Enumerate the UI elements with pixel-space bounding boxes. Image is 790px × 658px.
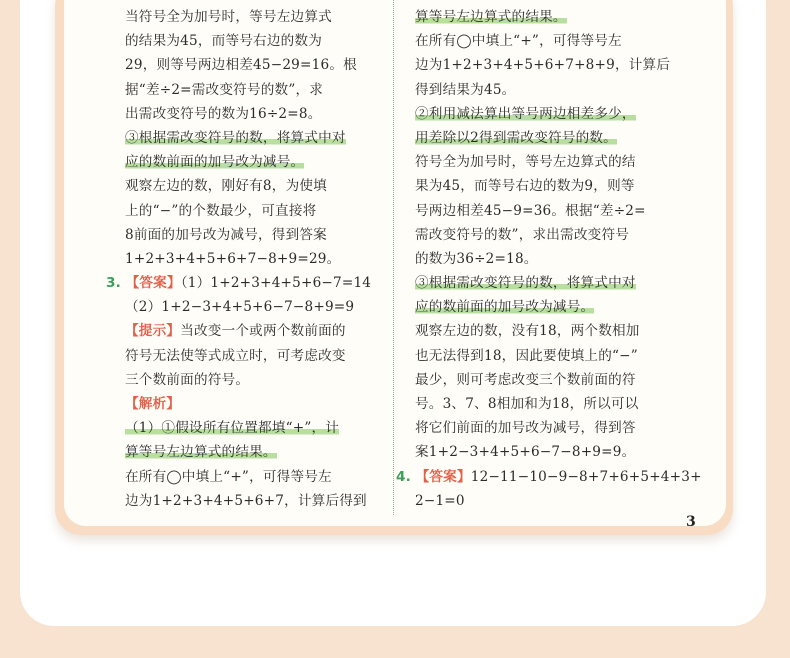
page-number: 3 (686, 514, 696, 530)
line-text: （2）1+2−3+4+5+6−7−8+9=9 (125, 299, 355, 316)
text-line (106, 271, 387, 295)
line-text: 出需改变符号的数为16÷2=8。 (125, 105, 322, 122)
text-line (415, 344, 677, 368)
text-line (125, 199, 387, 223)
text-line (415, 416, 677, 440)
line-text: 也无法得到18，因此要使填上的“−” (415, 347, 638, 364)
text-line (415, 440, 677, 464)
highlighted-text: 算等号左边算式的结果。 (415, 9, 567, 25)
text-line (415, 271, 677, 295)
text-line (415, 78, 677, 102)
text-line (415, 368, 677, 392)
highlighted-text: 用差除以2得到需改变符号的数。 (415, 129, 617, 146)
line-text: 果为45，而等号右边的数为9，则等 (415, 178, 635, 195)
line-text: 最少，则可考虑改变三个数前面的符 (415, 371, 636, 388)
text-line (125, 150, 387, 174)
text-line (415, 126, 677, 150)
highlighted-text: 算等号左边算式的结果。 (125, 444, 277, 461)
text-line (125, 223, 387, 247)
text-line (125, 344, 387, 368)
text-line (125, 247, 387, 271)
text-line (415, 174, 677, 198)
line-text: 三个数前面的符号。 (125, 371, 250, 388)
line-text: 号。3、7、8相加和为18，所以可以 (415, 396, 639, 412)
text-line (415, 319, 677, 343)
question-number: 3. (106, 275, 122, 292)
text-line (415, 102, 677, 126)
text-line (415, 53, 677, 77)
highlighted-text: 应的数前面的加号改为减号。 (415, 299, 595, 316)
line-text: 将它们前面的加号改为减号，得到答 (415, 420, 636, 437)
text-line (415, 247, 677, 271)
line-text: 2−1=0 (415, 492, 465, 509)
text-line (415, 199, 677, 223)
text-line (125, 126, 387, 150)
text-line (125, 78, 387, 102)
text-line (125, 368, 387, 392)
line-text: 8前面的加号改为减号，得到答案 (125, 226, 327, 243)
text-line (125, 29, 387, 53)
text-line (415, 150, 677, 174)
text-line (415, 489, 677, 513)
line-text: 在所有◯中填上“+”，可得等号左 (415, 33, 622, 50)
line-text: （1）1+2+3+4+5+6−7=14 (180, 275, 372, 292)
text-line (415, 29, 677, 53)
line-text: 29，则等号两边相差45−29=16。根 (125, 57, 357, 74)
text-line (125, 319, 387, 343)
line-text: 1+2+3+4+5+6+7−8+9=29。 (125, 250, 341, 267)
line-text: 上的“−”的个数最少，可直接将 (125, 202, 317, 219)
highlighted-text: ②利用减法算出等号两边相差多少， (415, 105, 636, 122)
line-text: 当改变一个或两个数前面的 (180, 323, 346, 340)
question-number: 4. (396, 468, 412, 485)
line-text: 12−11−10−9−8+7+6+5+4+3+ (470, 468, 702, 485)
line-text: 观察左边的数，没有18，两个数相加 (415, 323, 640, 340)
text-line (125, 102, 387, 126)
line-text: 得到结果为45。 (415, 81, 516, 98)
section-tag: 【答案】 (415, 468, 471, 485)
left-column (106, 5, 387, 513)
text-line (125, 53, 387, 77)
highlighted-text: 应的数前面的加号改为减号。 (125, 154, 305, 171)
line-text: 边为1+2+3+4+5+6+7，计算后得到 (125, 492, 367, 509)
right-column (396, 5, 702, 513)
line-text: 在所有◯中填上“+”，可得等号左 (125, 468, 332, 485)
line-text: 符号无法使等式成立时，可考虑改变 (125, 347, 346, 364)
text-line (125, 5, 387, 29)
text-line (125, 295, 387, 319)
line-text: 观察左边的数，刚好有8，为使填 (125, 178, 327, 195)
line-text: 的结果为45，而等号右边的数为 (125, 33, 323, 50)
text-line (415, 5, 677, 29)
text-line (125, 440, 387, 464)
text-line (415, 223, 677, 247)
line-text: 当符号全为加号时，等号左边算式 (125, 9, 332, 25)
text-line (125, 174, 387, 198)
line-text: 的数为36÷2=18。 (415, 250, 538, 267)
line-text: 案1+2−3+4+5+6−7−8+9=9。 (415, 444, 636, 461)
highlighted-text: （1）①假设所有位置都填“+”，计 (125, 420, 340, 437)
text-line (125, 489, 387, 513)
text-line (415, 295, 677, 319)
line-text: 需改变符号的数”，求出需改变符号 (415, 226, 630, 243)
text-line (125, 465, 387, 489)
highlighted-text: ③根据需改变符号的数，将算式中对 (125, 129, 346, 146)
text-line (396, 465, 702, 489)
section-tag: 【答案】 (125, 275, 181, 292)
column-divider (393, 0, 394, 515)
line-text: 边为1+2+3+4+5+6+7+8+9，计算后 (415, 57, 671, 74)
line-text: 号两边相差45−9=36。根据“差÷2= (415, 202, 646, 219)
section-tag: 【提示】 (125, 323, 181, 340)
text-line (415, 392, 677, 416)
line-text: 据“差÷2=需改变符号的数”，求 (125, 81, 324, 98)
section-tag: 【解析】 (125, 396, 181, 412)
text-line (125, 416, 387, 440)
text-line (125, 392, 387, 416)
highlighted-text: ③根据需改变符号的数，将算式中对 (415, 275, 636, 292)
line-text: 符号全为加号时，等号左边算式的结 (415, 154, 636, 171)
